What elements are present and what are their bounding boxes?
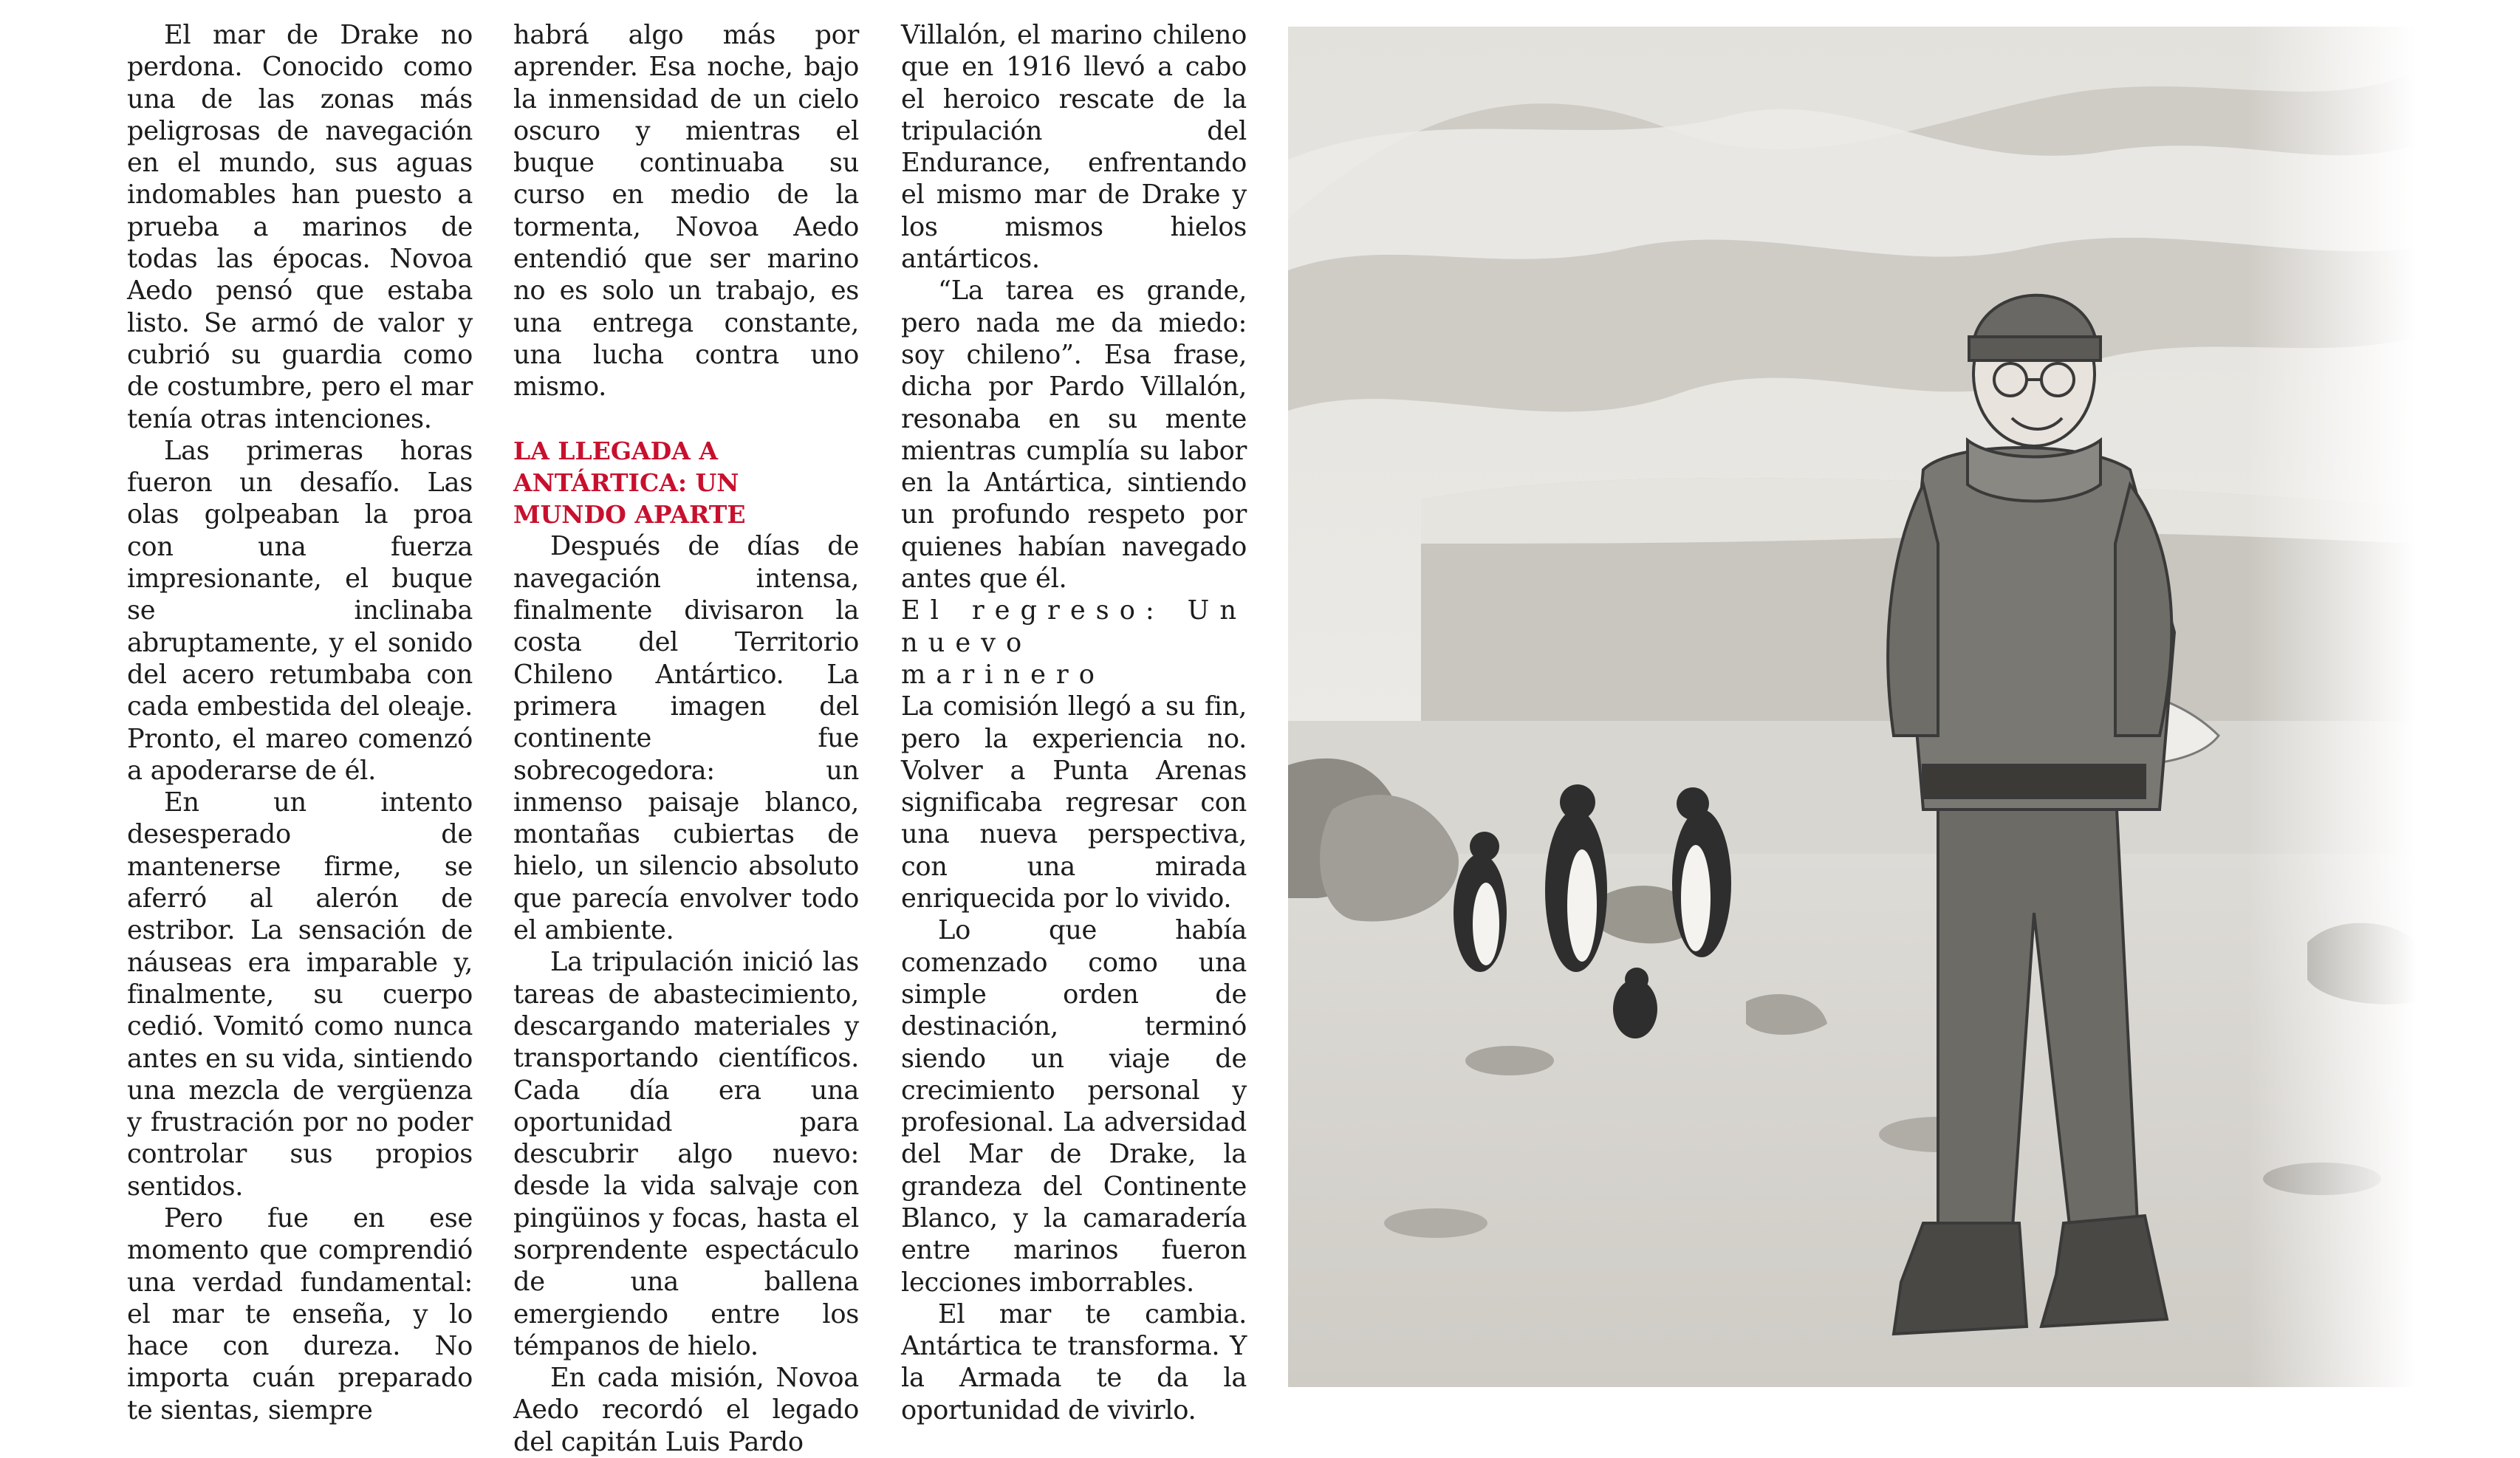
paragraph: En cada misión, Novoa Aedo recordó el legado del capitán Luis Pardo xyxy=(513,1363,859,1457)
paragraph: “La tarea es grande, pero nada me da miedo: soy chileno”. Esa frase, dicha por Pardo Villalón, resonaba en su mente mientras cumplía su labor en la Antártica, sintiendo un profundo respeto por quienes habían navegado antes que él. xyxy=(901,275,1247,595)
paragraph: Villalón, el marino chileno que en 1916 llevó a cabo el heroico rescate de la tripulación del Endurance, enfrentando el mismo mar de Drake y los mismos hielos antárticos. xyxy=(901,20,1247,275)
paragraph: En un intento desesperado de mantenerse firme, se aferró al alerón de estribor. La sensación de náuseas era imparable y, finalmente, su cuerpo cedió. Vomitó como nunca antes en su vida, sintiendo una mezcla de vergüenza y frustración por no poder controlar sus propios sentidos. xyxy=(127,787,473,1202)
paragraph: Pero fue en ese momento que comprendió una verdad fundamental: el mar te enseña, y lo hace con dureza. No importa cuán preparado te sientas, siempre xyxy=(127,1202,473,1426)
article-column-3 xyxy=(901,19,1247,1426)
article-column-2 xyxy=(513,19,859,1457)
paragraph: La tripulación inició las tareas de abastecimiento, descargando materiales y transportando científicos. Cada día era una oportunidad para descubrir algo nuevo: desde la vida salvaje con pingüinos y focas, hasta el sorprendente espectáculo de una ballena emergiendo entre los témpanos de hielo. xyxy=(513,947,859,1361)
antarctic-sailor-sketch-icon xyxy=(1288,27,2417,1387)
section-subhead-inline: El regreso: Un nuevo marinero xyxy=(901,595,1247,690)
paragraph: habrá algo más por aprender. Esa noche, bajo la inmensidad de un cielo oscuro y mientras el buque continuaba su curso en medio de la tormenta, Novoa Aedo entendió que ser marino no es solo un trabajo, es una entrega constante, una lucha contra uno mismo. xyxy=(513,20,859,403)
paragraph: El mar te cambia. Antártica te transforma. Y la Armada te da la oportunidad de vivirlo. xyxy=(901,1298,1247,1426)
antarctic-sailor-illustration xyxy=(1288,27,2417,1387)
paragraph: El mar de Drake no perdona. Conocido como una de las zonas más peligrosas de navegación en el mundo, sus aguas indomables han puesto a prueba a marinos de todas las épocas. Novoa Aedo pensó que estaba listo. Se armó de valor y cubrió su guardia como de costumbre, pero el mar tenía otras intenciones. xyxy=(127,20,473,434)
section-subhead: LA LLEGADA A ANTÁRTICA: UN MUNDO APARTE xyxy=(513,436,746,530)
paragraph: Después de días de navegación intensa, finalmente divisaron la costa del Territorio Chileno Antártico. La primera imagen del continente fue sobrecogedora: un inmenso paisaje blanco, montañas cubiertas de hielo, un silencio absoluto que parecía envolver todo el ambiente. xyxy=(513,531,859,946)
paragraph: Lo que había comenzado como una simple orden de destinación, terminó siendo un viaje de crecimiento personal y profesional. La adversidad del Mar de Drake, la grandeza del Continente Blanco, y la camaradería entre marinos fueron lecciones imborrables. xyxy=(901,915,1247,1298)
paragraph: Las primeras horas fueron un desafío. Las olas golpeaban la proa con una fuerza impresionante, el buque se inclinaba abruptamente, y el sonido del acero retumbaba con cada embestida del oleaje. Pronto, el mareo comenzó a apoderarse de él. xyxy=(127,435,473,786)
paragraph: La comisión llegó a su fin, pero la experiencia no. Volver a Punta Arenas significaba regresar con una nueva perspectiva, con una mirada enriquecida por lo vivido. xyxy=(901,691,1247,914)
article-column-1 xyxy=(127,19,473,1426)
